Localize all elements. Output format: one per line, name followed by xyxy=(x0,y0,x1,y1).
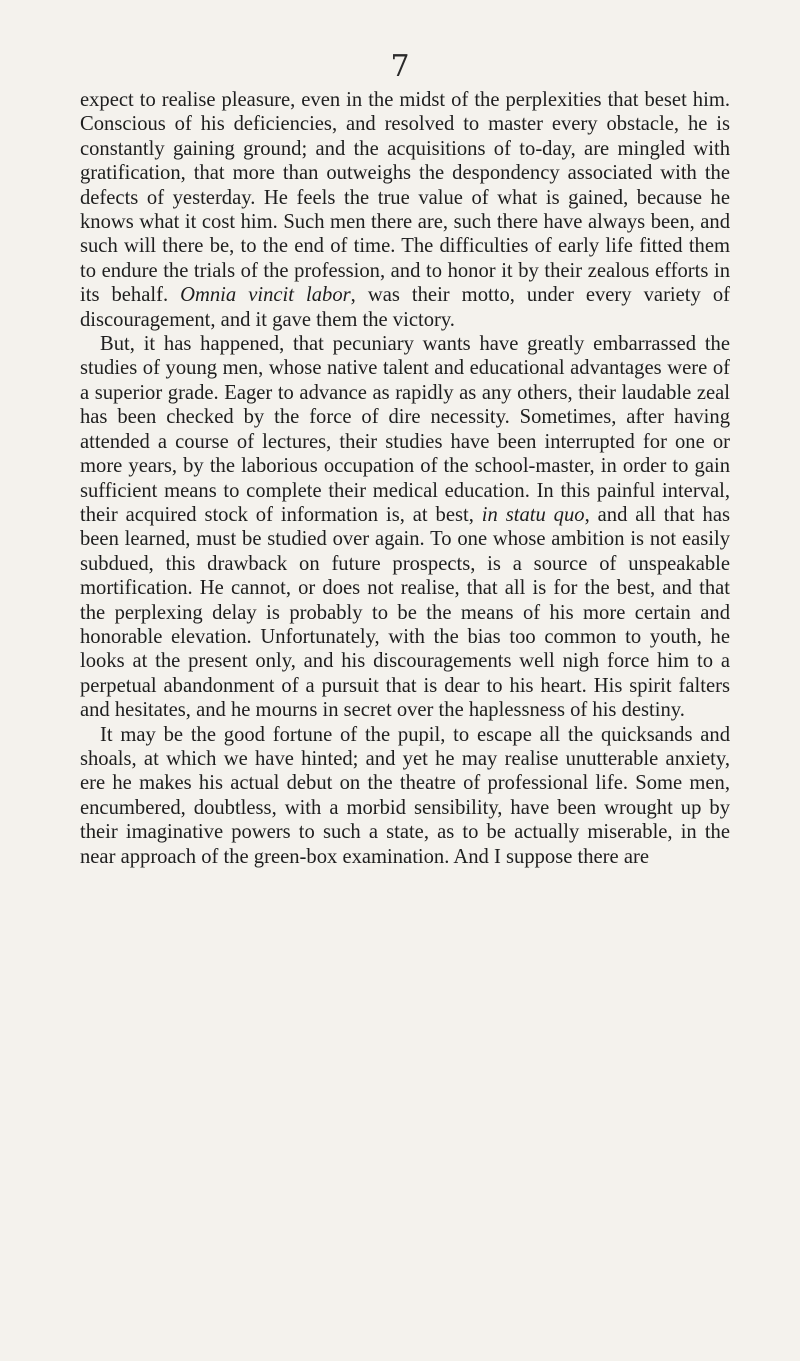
body-text xyxy=(80,88,730,869)
paragraph-1-text-after: , was their motto, under every variety of discouragement, and it gave them the victory. xyxy=(80,284,730,331)
latin-motto: Omnia vincit labor xyxy=(180,284,351,307)
paragraph-1 xyxy=(80,88,730,332)
paragraph-1-text: expect to realise pleasure, even in the midst of the perplexities that beset him. Conscious of his deficiencies, and resolved to master every obstacle, he is constantly gaining ground; and the acquisitions of to-day, are mingled with gratification, that more than outweighs the despondency associated with the defects of yesterday. He feels the true value of what is gained, because he knows what it cost him. Such men there are, such there have always been, and such will there be, to the end of time. The difficulties of early life fitted them to endure the trials of the profession, and to honor it by their zealous efforts in its behalf. xyxy=(80,89,730,307)
paragraph-2-text-before: But, it has happened, that pecuniary wants have greatly embarrassed the studies of young men, whose native talent and educational advantages were of a superior grade. Eager to advance as rapidly as any others, their laudable zeal has been checked by the force of dire necessity. Sometimes, after having attended a course of lectures, their studies have been interrupted for one or more years, by the laborious occupation of the school-master, in order to gain sufficient means to complete their medical education. In this painful interval, their acquired stock of information is, at best, xyxy=(80,333,730,526)
paragraph-3-text: It may be the good fortune of the pupil, to escape all the quicksands and shoals, at which we have hinted; and yet he may realise unutterable anxiety, ere he makes his actual debut on the theatre of professional life. Some men, encumbered, doubtless, with a morbid sensibility, have been wrought up by their imaginative powers to such a state, as to be actually miserable, in the near approach of the green-box examination. And I suppose there are xyxy=(80,723,730,868)
paragraph-2-text-after: , and all that has been learned, must be studied over again. To one whose ambition is not easily subdued, this drawback on future prospects, is a source of unspeakable mortification. He cannot, or does not realise, that all is for the best, and that the perplexing delay is probably to be the means of his more certain and honorable elevation. Unfortunately, with the bias too common to youth, he looks at the present only, and his discouragements well nigh force him to a perpetual abandonment of a pursuit that is dear to his heart. His spirit falters and hesitates, and he mourns in secret over the haplessness of his destiny. xyxy=(80,503,730,722)
paragraph-3 xyxy=(80,723,730,869)
latin-phrase: in statu quo xyxy=(481,503,585,526)
paragraph-2 xyxy=(80,332,730,723)
page-number: 7 xyxy=(390,49,410,84)
